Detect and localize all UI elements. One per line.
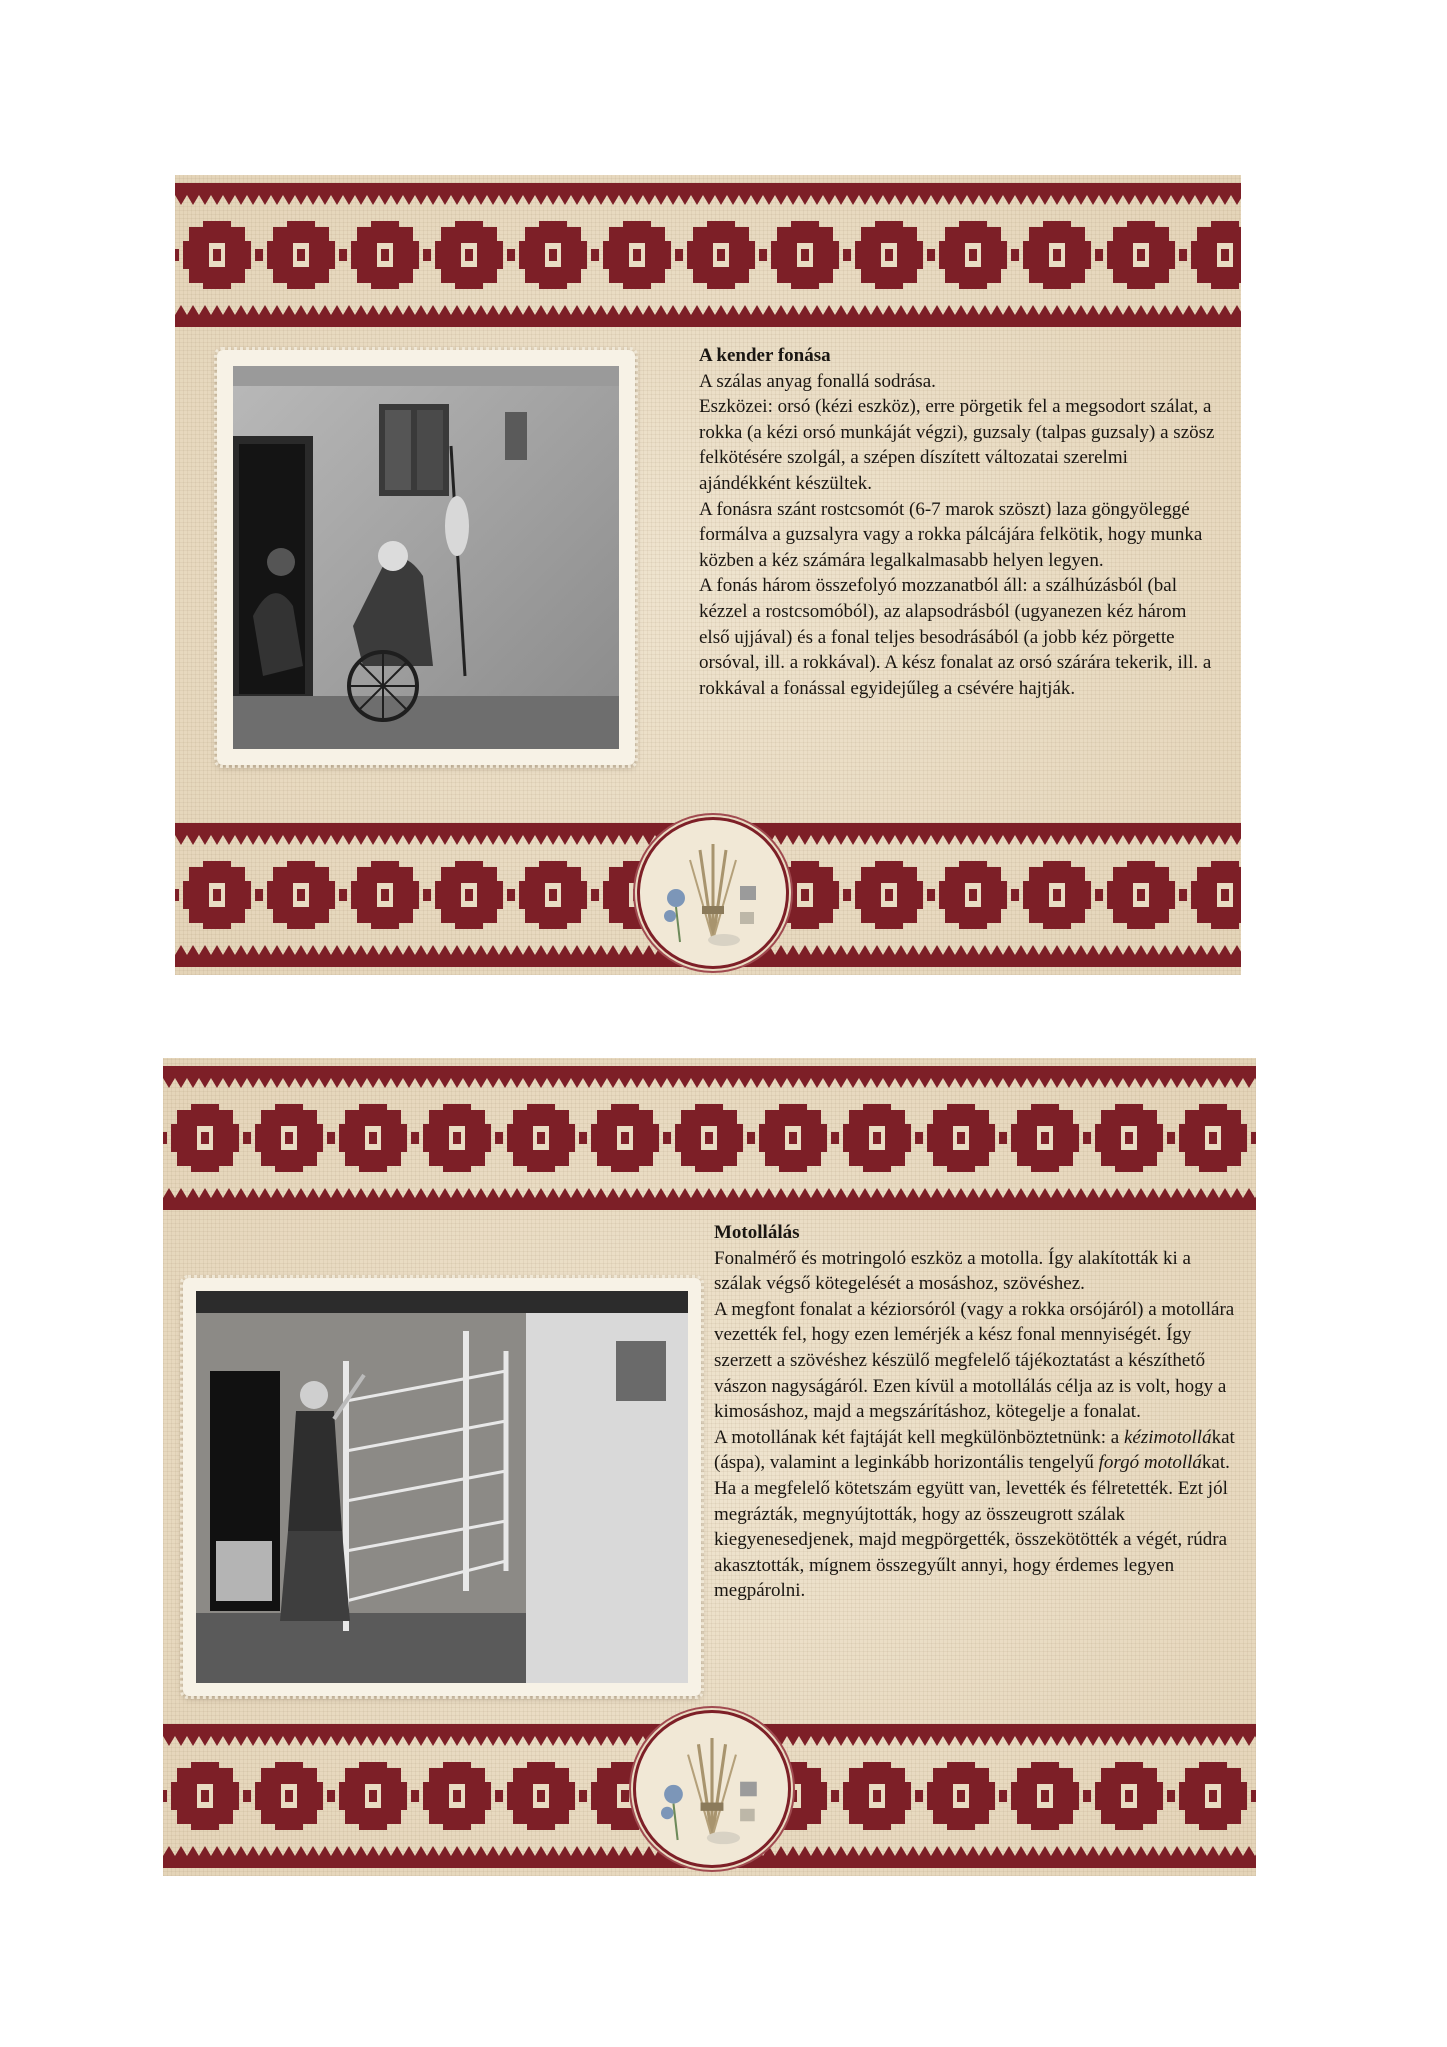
paragraph-rich [714,1425,1239,1476]
hemp-sheaf-icon [633,1710,791,1868]
slide-title: A kender fonása [699,345,831,366]
text-run: A motollának két fajtáját kell megkülönböztetnünk: a [714,1426,1124,1448]
text-block [699,343,1219,701]
text-block [714,1220,1239,1604]
hemp-sheaf-icon [637,817,789,969]
paragraph: Fonalmérő és motringoló eszköz a motolla. Így alakították ki a szálak végső kötegelését a mosáshoz, szövéshez. [714,1247,1191,1295]
emphasis: forgó motollá [1098,1452,1202,1474]
spinning-wheel-photo [233,366,619,749]
photo-frame [183,1278,701,1696]
emphasis: kézimotollá [1123,1426,1212,1448]
paragraph: Ha a megfelelő kötetszám együtt van, levették és félretették. Ezt jól megrázták, megnyújtották, hogy az összeugrott szálak kiegyenesedjenek, majd megpörgették, összekötötték a végét, rúdra akasztották, mígnem összegyűlt annyi, hogy érdemes legyen megpárolni. [714,1477,1228,1602]
paragraph: A megfont fonalat a kéziorsóról (vagy a rokka orsójáról) a motollára vezették fel, hogy ezen lemérjék a kész fonal mennyiségét. Így szerzett a szövéshez készülő megfelelő tájékoztatást a készíthető vászon nagyságáról. Ezen kívül a motollálás célja az is volt, hogy a kimosáshoz, majd a megszárításhoz, kötegelje a fonalat. [714,1298,1235,1423]
embroidery-band-top [163,1058,1256,1218]
embroidery-band-top [175,175,1241,335]
paragraph: Eszközei: orsó (kézi eszköz), erre pörgetik fel a megsodort szálat, a rokka (a kézi orsó munkáját végzi), guzsaly (talpas guzsaly) a szösz felkötésére szolgál, a szépen díszített változatai szerelmi ajándékként készültek. [699,396,1215,494]
slide-reeling [163,1058,1256,1876]
paragraph: A szálas anyag fonallá sodrása. [699,370,936,392]
slide-title: Motollálás [714,1222,800,1243]
paragraph: A fonásra szánt rostcsomót (6-7 marok szöszt) laza göngyöleggé formálva a guzsalyra vagy a rokka pálcájára felkötik, hogy munka közben a kéz számára legalkalmasabb helyen legyen. [699,498,1203,571]
text-run: kat (áspa), valamint a leginkább horizontális tengelyű [714,1426,1235,1474]
photo-frame [217,350,635,765]
slide-hemp-spinning [175,175,1241,975]
reel-winding-photo [196,1291,688,1683]
paragraph: A fonás három összefolyó mozzanatból áll: a szálhúzásból (bal kézzel a rostcsomóból), az alapsodrásból (ugyanezen kéz három első ujjával) és a fonal teljes besodrásából (a jobb kéz pörgette orsóval, ill. a rokkával). A kész fonalat az orsó szárára tekerik, ill. a rokkával a fonással egyidejűleg a csévére hajtják. [699,575,1212,699]
text-run: kat. [1201,1452,1230,1474]
